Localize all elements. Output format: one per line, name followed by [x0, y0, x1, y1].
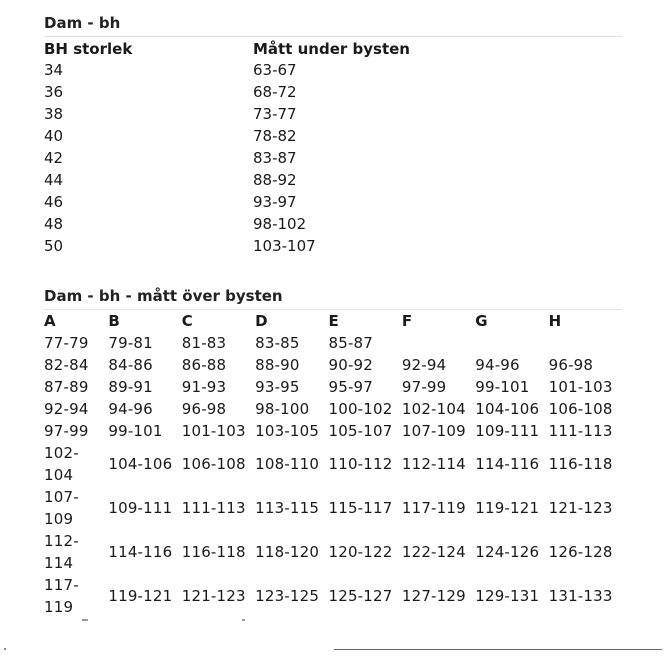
overbust-measure-cell: 96-98: [181, 400, 227, 418]
column-header-cup-c: C: [181, 312, 193, 330]
overbust-measure-cell: 121-123: [181, 587, 246, 605]
overbust-measure-cell: 131-133: [548, 587, 613, 605]
overbust-measure-cell: 108-110: [255, 455, 320, 473]
overbust-measure-cell: 115-117: [328, 499, 393, 517]
table-row: [44, 574, 622, 618]
overbust-measure-cell: 101-103: [548, 378, 613, 396]
overbust-measure-cell: 97-99: [44, 422, 89, 440]
table-row: [44, 442, 622, 486]
column-header-cup-g: G: [475, 312, 488, 330]
overbust-measure-cell: 83-85: [255, 334, 300, 352]
overbust-measure-cell: 89-91: [108, 378, 153, 396]
overbust-measure-cell: 79-81: [108, 334, 153, 352]
overbust-measure-cell: 116-118: [181, 543, 246, 561]
underbust-measure-cell: 68-72: [253, 83, 297, 101]
overbust-measure-cell: 97-99: [401, 378, 447, 396]
overbust-measure-cell: 121-123: [548, 499, 613, 517]
table-header-row: [44, 310, 622, 332]
bottom-divider: [334, 649, 662, 650]
overbust-measure-cell: 112-114: [401, 455, 466, 473]
overbust-measure-cell: [549, 332, 622, 354]
overbust-measure-cell: 119-121: [108, 587, 173, 605]
table-row: [44, 332, 622, 354]
bra-size-title: Dam - bh: [44, 13, 622, 37]
table-row: [44, 420, 622, 442]
overbust-measure-cell: 96-98: [548, 356, 594, 374]
overbust-measure-cell: 99-101: [475, 378, 530, 396]
overbust-measure-cell: [475, 332, 548, 354]
column-header-cup-a: A: [44, 312, 56, 330]
overbust-measure-cell: 102-104: [401, 400, 466, 418]
overbust-measure-cell: 122-124: [401, 543, 466, 561]
table-row: [44, 125, 622, 147]
overbust-measure-cell: 127-129: [401, 587, 466, 605]
overbust-measure-cell: 117- 119: [44, 576, 79, 616]
overbust-measure-cell: 88-90: [255, 356, 300, 374]
overbust-measure-cell: 94-96: [108, 400, 153, 418]
column-header-matt-under-bysten: Mått under bysten: [253, 39, 410, 58]
cup-size-title: Dam - bh - mått över bysten: [44, 286, 622, 310]
overbust-measure-cell: 106-108: [181, 455, 246, 473]
overbust-measure-cell: 109-111: [475, 422, 540, 440]
overbust-measure-cell: 129-131: [475, 587, 540, 605]
cup-size-section: [44, 286, 622, 618]
overbust-measure-cell: 105-107: [328, 422, 393, 440]
overbust-measure-cell: 124-126: [475, 543, 540, 561]
overbust-measure-cell: 110-112: [328, 455, 393, 473]
overbust-measure-cell: [402, 332, 475, 354]
table-row: [44, 147, 622, 169]
overbust-measure-cell: 87-89: [44, 378, 89, 396]
bra-size-cell: 50: [44, 237, 64, 255]
overbust-measure-cell: 104-106: [108, 455, 173, 473]
table-row: [44, 81, 622, 103]
bra-size-cell: 48: [44, 215, 64, 233]
bra-size-cell: 38: [44, 105, 64, 123]
overbust-measure-cell: 106-108: [548, 400, 613, 418]
overbust-measure-cell: 113-115: [255, 499, 320, 517]
underbust-measure-cell: 103-107: [253, 237, 316, 255]
overbust-measure-cell: 114-116: [475, 455, 540, 473]
overbust-measure-cell: 94-96: [475, 356, 520, 374]
overbust-measure-cell: 118-120: [255, 543, 320, 561]
overbust-measure-cell: 116-118: [548, 455, 613, 473]
overbust-measure-cell: 92-94: [401, 356, 447, 374]
underbust-measure-cell: 88-92: [253, 171, 297, 189]
underbust-measure-cell: 63-67: [253, 61, 297, 79]
overbust-measure-cell: 126-128: [548, 543, 613, 561]
cup-size-table: [44, 310, 622, 618]
overbust-measure-cell: 119-121: [475, 499, 540, 517]
table-row: [44, 486, 622, 530]
overbust-measure-cell: 99-101: [108, 422, 163, 440]
table-header-row: [44, 37, 622, 59]
overbust-measure-cell: 120-122: [328, 543, 393, 561]
table-row: [44, 103, 622, 125]
column-header-cup-b: B: [108, 312, 120, 330]
overbust-measure-cell: 93-95: [255, 378, 300, 396]
overbust-measure-cell: 85-87: [328, 334, 374, 352]
overbust-measure-cell: 84-86: [108, 356, 153, 374]
overbust-measure-cell: 123-125: [255, 587, 320, 605]
overbust-measure-cell: 91-93: [181, 378, 227, 396]
overbust-measure-cell: 111-113: [548, 422, 613, 440]
overbust-measure-cell: 109-111: [108, 499, 173, 517]
overbust-measure-cell: 111-113: [181, 499, 246, 517]
overbust-measure-cell: 103-105: [255, 422, 320, 440]
column-header-cup-f: F: [401, 312, 413, 330]
overbust-measure-cell: 102- 104: [44, 444, 79, 484]
underbust-measure-cell: 78-82: [253, 127, 297, 145]
clipped-text-fragment: [82, 619, 88, 621]
overbust-measure-cell: 90-92: [328, 356, 374, 374]
bra-size-cell: 34: [44, 61, 64, 79]
bra-size-cell: 36: [44, 83, 64, 101]
overbust-measure-cell: 81-83: [181, 334, 227, 352]
bra-size-table: [44, 37, 622, 257]
overbust-measure-cell: 100-102: [328, 400, 393, 418]
content-clip: [0, 620, 667, 660]
bra-size-section: [44, 13, 622, 257]
column-header-cup-h: H: [548, 312, 562, 330]
overbust-measure-cell: 107- 109: [44, 488, 79, 528]
bra-size-cell: 40: [44, 127, 64, 145]
overbust-measure-cell: 82-84: [44, 356, 89, 374]
column-header-cup-d: D: [255, 312, 268, 330]
underbust-measure-cell: 98-102: [253, 215, 307, 233]
table-row: [44, 169, 622, 191]
bra-size-cell: 42: [44, 149, 64, 167]
overbust-measure-cell: 114-116: [108, 543, 173, 561]
table-row: [44, 398, 622, 420]
underbust-measure-cell: 83-87: [253, 149, 297, 167]
overbust-measure-cell: 77-79: [44, 334, 89, 352]
overbust-measure-cell: 92-94: [44, 400, 89, 418]
overbust-measure-cell: 112- 114: [44, 532, 79, 572]
column-header-cup-e: E: [328, 312, 339, 330]
table-row: [44, 213, 622, 235]
table-row: [44, 191, 622, 213]
overbust-measure-cell: 104-106: [475, 400, 540, 418]
underbust-measure-cell: 73-77: [253, 105, 297, 123]
table-row: [44, 530, 622, 574]
bra-size-cell: 46: [44, 193, 64, 211]
table-row: [44, 354, 622, 376]
overbust-measure-cell: 125-127: [328, 587, 393, 605]
page-edge-mark: [4, 648, 6, 650]
bra-size-cell: 44: [44, 171, 64, 189]
overbust-measure-cell: 117-119: [401, 499, 466, 517]
table-row: [44, 59, 622, 81]
table-row: [44, 235, 622, 257]
overbust-measure-cell: 107-109: [401, 422, 466, 440]
overbust-measure-cell: 101-103: [181, 422, 246, 440]
overbust-measure-cell: 98-100: [255, 400, 310, 418]
overbust-measure-cell: 86-88: [181, 356, 227, 374]
overbust-measure-cell: 95-97: [328, 378, 374, 396]
clipped-text-fragment: [242, 619, 245, 621]
column-header-bh-storlek: BH storlek: [44, 39, 133, 58]
underbust-measure-cell: 93-97: [253, 193, 297, 211]
table-row: [44, 376, 622, 398]
